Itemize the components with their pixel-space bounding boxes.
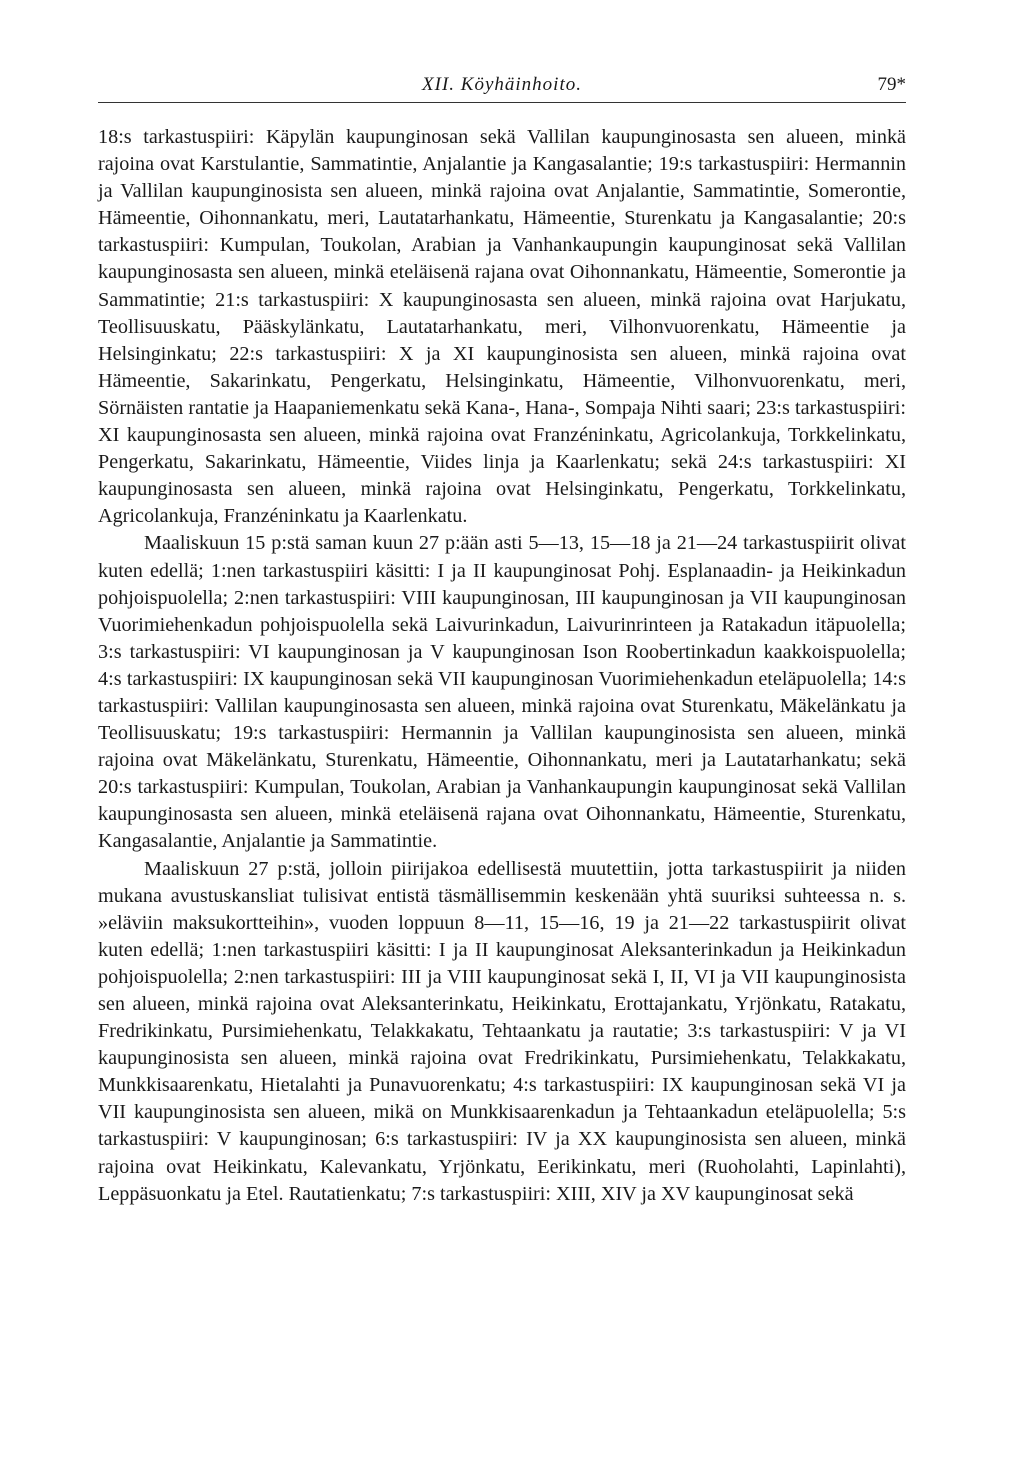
chapter-title: XII. Köyhäinhoito. (422, 74, 582, 95)
paragraph-march-27: Maaliskuun 27 p:stä, jolloin piirijakoa edellisestä muutettiin, jotta tarkastuspiirit ja niiden mukana avustuskansliat tulisivat entistä täsmällisemmin keskenään yhtä suuriksi suhteessa n. s. »eläviin maksukortteihin», vuoden loppuun 8—11, 15—16, 19 ja 21—22 tarkastuspiirit olivat kuten edellä; 1:nen tarkastuspiiri käsitti: I ja II kaupunginosat Aleksanterinkadun ja Heikinkadun pohjoispuolella; 2:nen tarkastuspiiri: III ja VIII kaupunginosat sekä I, II, VI ja VII kaupunginosista sen alueen, minkä rajoina ovat Aleksanterinkatu, Heikinkatu, Erottajankatu, Yrjönkatu, Ratakatu, Fredrikinkatu, Pursimiehenkatu, Telakkakatu, Tehtaankatu ja rautatie; 3:s tarkastuspiiri: V ja VI kaupunginosista sen alueen, minkä rajoina ovat Fredrikinkatu, Pursimiehenkatu, Telakkakatu, Munkkisaarenkatu, Hietalahti ja Punavuorenkatu; 4:s tarkastuspiiri: IX kaupunginosan sekä VI ja VII kaupunginosista sen alueen, mikä on Munkkisaarenkadun ja Tehtaankadun eteläpuolella; 5:s tarkastuspiiri: V kaupunginosan; 6:s tarkastuspiiri: IV ja XX kaupunginosista sen alueen, minkä rajoina ovat Heikinkatu, Kalevankatu, Yrjönkatu, Eerikinkatu, meri (Ruoholahti, Lapinlahti), Leppäsuonkatu ja Etel. Rautatienkatu; 7:s tarkastuspiiri: XIII, XIV ja XV kaupunginosat sekä (98, 857, 906, 1205)
header-rule (98, 102, 906, 103)
body-text (98, 124, 906, 1208)
paragraph-district-definitions: 18:s tarkastuspiiri: Käpylän kaupunginosan sekä Vallilan kaupunginosasta sen alueen, minkä rajoina ovat Karstulantie, Sammatintie, Anjalantie ja Kangasalantie; 19:s tarkastuspiiri: Hermannin ja Vallilan kaupunginosista sen alueen, minkä rajoina ovat Anjalantie, Sammatintie, Somerontie, Hämeentie, Oihonnankatu, meri, Lautatarhankatu, Hämeentie, Sturenkatu ja Kangasalantie; 20:s tarkastuspiiri: Kumpulan, Toukolan, Arabian ja Vanhankaupungin kaupunginosat sekä Vallilan kaupunginosasta sen alueen, minkä eteläisenä rajana ovat Oihonnankatu, Hämeentie, Somerontie ja Sammatintie; 21:s tarkastuspiiri: X kaupunginosasta sen alueen, minkä rajoina ovat Harjukatu, Teollisuuskatu, Pääskylänkatu, Lautatarhankatu, meri, Vilhonvuorenkatu, Hämeentie ja Helsinginkatu; 22:s tarkastuspiiri: X ja XI kaupunginosista sen alueen, minkä rajoina ovat Hämeentie, Sakarinkatu, Pengerkatu, Helsinginkatu, Hämeentie, Vilhonvuorenkatu, meri, Sörnäisten rantatie ja Haapaniemenkatu sekä Kana-, Hana-, Sompaja Nihti saari; 23:s tarkastuspiiri: XI kaupunginosasta sen alueen, minkä rajoina ovat Franzéninkatu, Agricolankuja, Torkkelinkatu, Pengerkatu, Sakarinkatu, Hämeentie, Viides linja ja Kaarlenkatu; sekä 24:s tarkastuspiiri: XI kaupunginosasta sen alueen, minkä rajoina ovat Helsinginkatu, Pengerkatu, Torkkelinkatu, Agricolankuja, Franzéninkatu ja Kaarlenkatu. (98, 126, 906, 528)
paragraph-march-15: Maaliskuun 15 p:stä saman kuun 27 p:ään asti 5—13, 15—18 ja 21—24 tarkastuspiirit olivat kuten edellä; 1:nen tarkastuspiiri käsitti: I ja II kaupunginosat Pohj. Esplanaadin- ja Heikinkadun pohjoispuolella; 2:nen tarkastuspiiri: VIII kaupunginosan, III kaupunginosan ja VII kaupunginosan Vuorimiehenkadun pohjoispuolella sekä Laivurinkadun, Laivurinrinteen ja Ratakadun itäpuolella; 3:s tarkastuspiiri: VI kaupunginosan ja V kaupunginosan Ison Roobertinkadun kaakkoispuolella; 4:s tarkastuspiiri: IX kaupunginosan sekä VII kaupunginosan Vuorimiehenkadun eteläpuolella; 14:s tarkastuspiiri: Vallilan kaupunginosasta sen alueen, minkä rajoina ovat Sturenkatu, Mäkelänkatu ja Teollisuuskatu; 19:s tarkastuspiiri: Hermannin ja Vallilan kaupunginosista sen alueen, minkä rajoina ovat Mäkelänkatu, Sturenkatu, Hämeentie, Oihonnankatu, meri ja Lautatarhankatu; sekä 20:s tarkastuspiiri: Kumpulan, Toukolan, Arabian ja Vanhankaupungin kaupunginosat sekä Vallilan kaupunginosasta sen alueen, minkä eteläisenä rajana ovat Oihonnankatu, Hämeentie, Sturenkatu, Kangasalantie, Anjalantie ja Sammatintie. (98, 532, 906, 853)
page-number: 79* (877, 74, 906, 95)
running-head (98, 74, 906, 100)
